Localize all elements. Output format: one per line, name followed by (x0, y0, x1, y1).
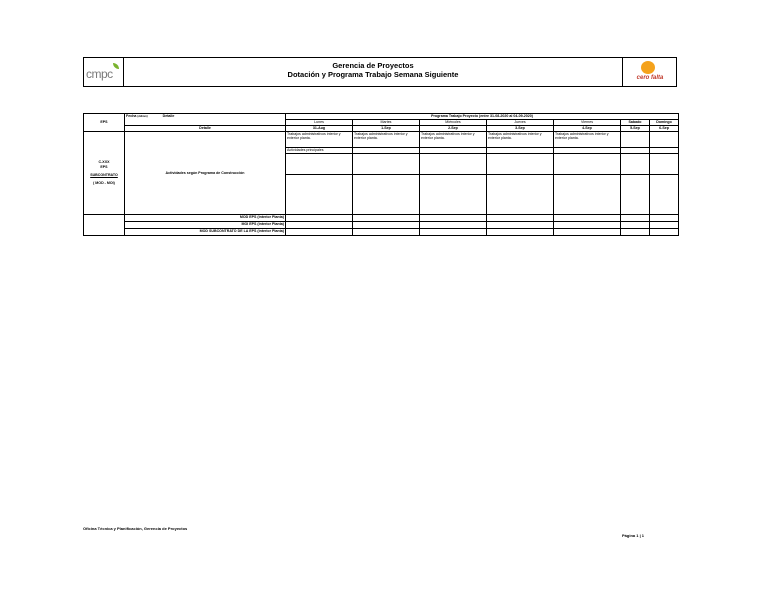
staff-cell[interactable] (286, 215, 353, 222)
staff-cell[interactable] (621, 229, 650, 236)
activity-cell[interactable] (487, 154, 554, 175)
activity-cell[interactable] (286, 154, 353, 175)
day-name-cell: Lunes (286, 120, 353, 126)
staff-cell[interactable] (621, 215, 650, 222)
staff-label-cell: MOD EPS (interior Planta) (125, 215, 286, 222)
staff-cell[interactable] (420, 215, 487, 222)
activity-cell[interactable] (286, 175, 353, 215)
activity-cell[interactable]: Trabajos administrativos interior y exterior planta. (353, 132, 420, 148)
staff-cell[interactable] (353, 229, 420, 236)
staff-cell[interactable] (286, 229, 353, 236)
title-line-1: Gerencia de Proyectos (332, 61, 414, 70)
cmpc-logo (86, 61, 122, 83)
activity-cell[interactable]: Actividades principales (286, 148, 353, 154)
cmpc-logo-text: cmpc (86, 67, 113, 81)
activity-cell[interactable]: Trabajos administrativos interior y exterior planta. (420, 132, 487, 148)
cero-falta-emblem-icon (641, 61, 655, 74)
day-date-cell: 1-Sep (353, 126, 420, 132)
header-divider (622, 57, 623, 87)
day-name-cell: Sabado (621, 120, 650, 126)
activity-cell[interactable] (621, 132, 650, 148)
activity-cell[interactable] (420, 175, 487, 215)
staff-cell[interactable] (353, 215, 420, 222)
staff-cell[interactable] (650, 229, 679, 236)
day-date-cell: 31-Aug (286, 126, 353, 132)
day-date-cell: 2-Sep (420, 126, 487, 132)
day-date-cell: 3-Sep (487, 126, 554, 132)
cero-falta-logo-text: cero falta (636, 75, 664, 81)
staff-cell[interactable] (487, 222, 554, 229)
staff-cell[interactable] (487, 215, 554, 222)
table-row (84, 215, 679, 222)
activity-cell[interactable]: Trabajos administrativos interior y exterior planta. (286, 132, 353, 148)
activity-cell[interactable] (487, 175, 554, 215)
activity-cell[interactable] (621, 154, 650, 175)
staff-cell[interactable] (420, 229, 487, 236)
staff-label-cell: MOD SUBCONTRATO DE LA EPS (interior Planta) (125, 229, 286, 236)
staff-cell[interactable] (554, 215, 621, 222)
day-name-cell: Viernes (554, 120, 621, 126)
day-name-cell: Domingo (650, 120, 679, 126)
work-program-table (83, 113, 679, 236)
activity-cell[interactable] (420, 154, 487, 175)
staff-cell[interactable] (487, 229, 554, 236)
staff-cell[interactable] (554, 222, 621, 229)
staff-label-cell: MOI EPS (interior Planta) (125, 222, 286, 229)
day-name-cell: Martes (353, 120, 420, 126)
activity-cell[interactable]: Trabajos administrativos interior y exterior planta. (554, 132, 621, 148)
day-date-cell: 5-Sep (621, 126, 650, 132)
eps-block-cell: C-XXX EPS SUBCONTRATO ( MOD - MOI) (84, 132, 125, 215)
activity-cell[interactable] (353, 175, 420, 215)
page-title (124, 61, 622, 79)
day-name-cell: Miércoles (420, 120, 487, 126)
table-row (84, 132, 679, 148)
table-row (84, 229, 679, 236)
staff-cell[interactable] (420, 222, 487, 229)
staff-cell[interactable] (554, 229, 621, 236)
activity-cell[interactable] (621, 175, 650, 215)
cero-falta-logo (630, 60, 670, 85)
staff-cell[interactable] (353, 222, 420, 229)
fecha-detalle-cell: Fecha (dd/mm) Detalle (125, 114, 286, 126)
eps-footer-cell (84, 215, 125, 236)
activity-cell[interactable] (554, 154, 621, 175)
detalle-sub-cell: Detalle (125, 126, 286, 132)
page-number: Página 1 | 1 (622, 533, 645, 538)
programa-title-cell: Programa Trabajo Proyecto (entre 31-08-2020 al 04-09-2020) (286, 114, 679, 120)
activity-cell[interactable] (554, 175, 621, 215)
day-date-cell: 4-Sep (554, 126, 621, 132)
table-row (84, 222, 679, 229)
footer-office-text: Oficina Técnica y Planificación, Gerencia de Proyectos (83, 526, 188, 531)
day-date-cell: 6-Sep (650, 126, 679, 132)
activity-cell[interactable] (650, 154, 679, 175)
leaf-icon (113, 63, 119, 69)
activities-label-cell: Actividades según Programa de Construcción (125, 132, 286, 215)
day-name-cell: Jueves (487, 120, 554, 126)
activity-cell[interactable] (650, 132, 679, 148)
staff-cell[interactable] (650, 215, 679, 222)
title-line-2: Dotación y Programa Trabajo Semana Siguiente (287, 70, 459, 79)
staff-cell[interactable] (286, 222, 353, 229)
eps-header-cell: EPS (84, 114, 125, 132)
activity-cell[interactable] (650, 175, 679, 215)
staff-cell[interactable] (650, 222, 679, 229)
activity-cell[interactable]: Trabajos administrativos interior y exterior planta. (487, 132, 554, 148)
activity-cell[interactable] (353, 154, 420, 175)
staff-cell[interactable] (621, 222, 650, 229)
